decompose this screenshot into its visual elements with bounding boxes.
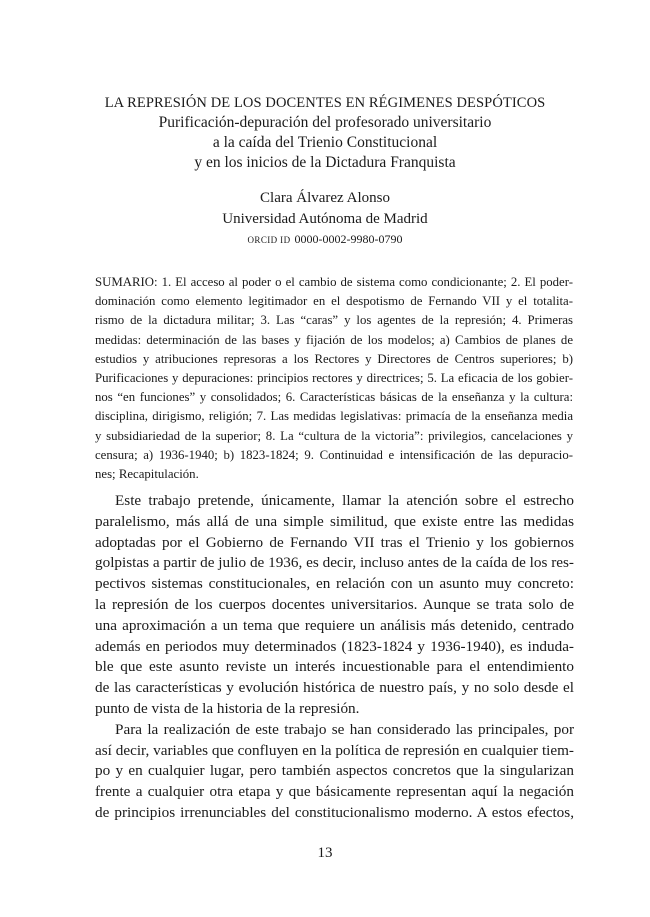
body-line: punto de vista de la historia de la represión. — [95, 699, 360, 717]
summary-line: nes; Recapitulación. — [95, 467, 199, 482]
summary-line: disciplina, dirigismo, religión; 7. Las medidas legislativas: primacía de la enseñanza media — [95, 409, 573, 424]
article-title — [60, 93, 590, 173]
body-line: así decir, variables que confluyen en la política de represión en cualquier tiem- — [95, 741, 574, 759]
body-line: Para la realización de este trabajo se han considerado las principales, por — [115, 720, 574, 738]
body-line: pectivos sistemas constitucionales, en relación con un asunto muy concreto: — [95, 575, 574, 593]
summary-line: Purificaciones y depuraciones: principios rectores y directrices; 5. La eficacia de los gobier- — [95, 371, 573, 386]
body-line: golpistas a partir de julio de 1936, es decir, incluso antes de la caída de los res- — [95, 554, 574, 572]
body-line: frente a cualquier otra etapa y que básicamente representan aquí la negación — [95, 783, 574, 801]
title-subtitle-line-2: a la caída del Trienio Constitucional — [212, 134, 438, 151]
body-text — [95, 491, 574, 824]
summary-line: rismo de la dictadura militar; 3. Las “caras” y los agentes de la represión; 4. Primeras — [95, 313, 573, 328]
summary-line: estudios y atribuciones represoras a los Rectores y Directores de Centros superiores; b) — [95, 351, 573, 366]
author-orcid — [60, 230, 590, 249]
body-line: po y en cualquier lugar, pero también aspectos concretos que la singularizan — [95, 762, 574, 780]
body-line: adoptadas por el Gobierno de Fernando VII tras el Trienio y los gobiernos — [95, 533, 574, 551]
summary-line: y subsidiariedad de la superior; 8. La “cultura de la victoria”: privilegios, cancelaciones y — [95, 428, 573, 443]
body-line: paralelismo, más allá de una simple similitud, que existe entre las medidas — [95, 512, 574, 530]
summary-section — [95, 273, 573, 484]
orcid-value: 0000-0002-9980-0790 — [294, 232, 403, 246]
body-line: además en periodos muy determinados (1823-1824 y 1936-1940), es induda- — [95, 637, 574, 655]
body-line: la represión de los cuerpos docentes universitarios. Aunque se trata solo de — [95, 595, 574, 613]
summary-line: censura; a) 1936-1940; b) 1823-1824; 9. Continuidad e intensificación de las depuracio- — [95, 447, 573, 462]
title-subtitle-line-1: Purificación-depuración del profesorado universitario — [158, 114, 492, 131]
summary-line: SUMARIO: 1. El acceso al poder o el cambio de sistema como condicionante; 2. El poder- — [95, 275, 573, 289]
body-line: ble que este asunto reviste un interés incuestionable para el entendimiento — [95, 658, 574, 676]
summary-line: dominación como elemento legitimador en el despotismo de Fernando VII y el totalita- — [95, 294, 573, 309]
orcid-label: ORCID ID — [247, 235, 291, 245]
body-line: una aproximación a un tema que requiere un análisis más detenido, centrado — [95, 616, 574, 634]
summary-line: nos “en funciones” y consolidados; 6. Características básicas de la enseñanza y la cultura: — [95, 390, 573, 405]
author-affiliation: Universidad Autónoma de Madrid — [222, 211, 428, 227]
body-line: de las características y evolución histórica de nuestro país, y no solo desde el — [95, 679, 574, 697]
body-line: Este trabajo pretende, únicamente, llamar la atención sobre el estrecho — [115, 492, 574, 509]
title-main: LA REPRESIÓN DE LOS DOCENTES EN RÉGIMENES DESPÓTICOS — [104, 95, 546, 111]
author-block — [60, 188, 590, 249]
summary-line: medidas: determinación de las bases y fijación de los modelos; a) Cambios de planes de — [95, 332, 573, 347]
page-number: 13 — [317, 845, 333, 861]
title-subtitle-line-3: y en los inicios de la Dictadura Franquista — [194, 154, 456, 171]
author-name: Clara Álvarez Alonso — [260, 190, 390, 206]
body-line: de principios irrenunciables del constitucionalismo moderno. A estos efectos, — [95, 803, 574, 821]
